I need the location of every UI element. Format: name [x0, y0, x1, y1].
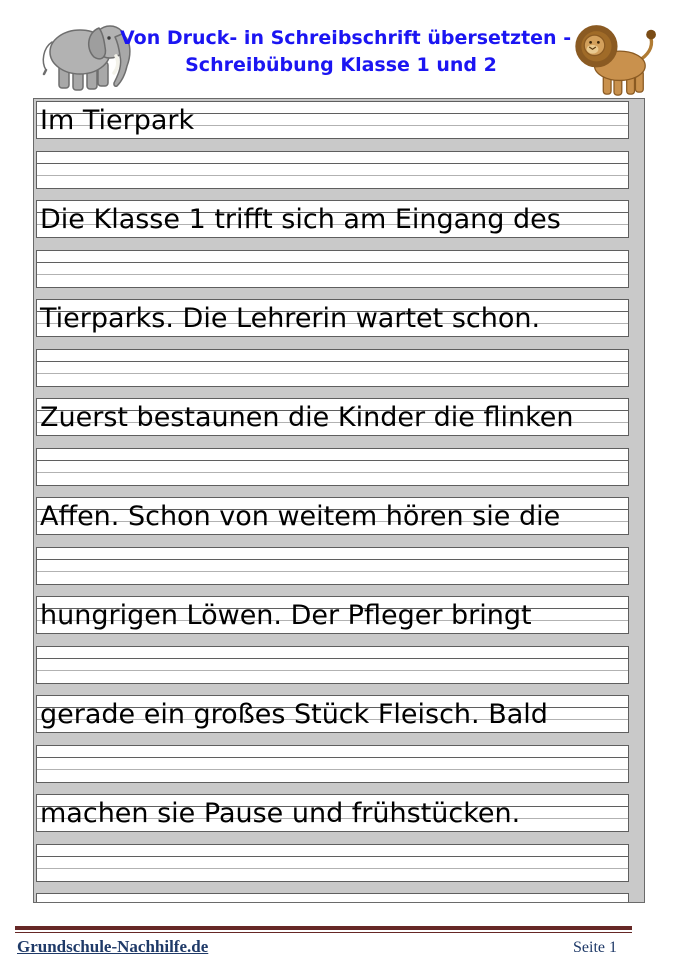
- writing-band-empty: [36, 646, 629, 684]
- ruled-line: [37, 658, 628, 659]
- ruled-line: [37, 373, 628, 374]
- page-number: Seite 1: [573, 939, 617, 956]
- writing-band-text: [36, 497, 629, 535]
- writing-band-text: [36, 794, 629, 832]
- band-text: Zuerst bestaunen die Kinder die flinken: [40, 402, 574, 433]
- writing-band-empty: [36, 844, 629, 882]
- band-text: machen sie Pause und frühstücken.: [40, 798, 521, 829]
- ruled-line: [37, 460, 628, 461]
- writing-band-empty: [36, 893, 629, 903]
- band-text: Affen. Schon von weitem hören sie die: [40, 501, 561, 532]
- ruled-line: [37, 163, 628, 164]
- writing-bands: [36, 101, 644, 903]
- ruled-line: [37, 670, 628, 671]
- ruled-line: [37, 472, 628, 473]
- band-text: gerade ein großes Stück Fleisch. Bald: [40, 699, 548, 730]
- writing-band-empty: [36, 349, 629, 387]
- ruled-line: [37, 361, 628, 362]
- writing-band-empty: [36, 745, 629, 783]
- site-link[interactable]: Grundschule-Nachhilfe.de: [17, 937, 209, 956]
- writing-band-empty: [36, 448, 629, 486]
- ruled-line: [37, 559, 628, 560]
- band-text: hungrigen Löwen. Der Pfleger bringt: [40, 600, 532, 631]
- writing-band-empty: [36, 547, 629, 585]
- writing-area-frame: [33, 98, 645, 903]
- ruled-line: [37, 175, 628, 176]
- title-line-1: Von Druck- in Schreibschrift übersetzten -: [120, 27, 572, 49]
- writing-band-text: [36, 695, 629, 733]
- ruled-line: [37, 856, 628, 857]
- writing-band-text: [36, 596, 629, 634]
- ruled-line: [37, 571, 628, 572]
- ruled-line: [37, 757, 628, 758]
- band-text: Die Klasse 1 trifft sich am Eingang des: [40, 204, 561, 235]
- writing-band-text: [36, 101, 629, 139]
- band-text: Im Tierpark: [40, 105, 195, 136]
- writing-band-text: [36, 299, 629, 337]
- lion-icon: [570, 18, 658, 98]
- ruled-line: [37, 262, 628, 263]
- page-title: [120, 25, 572, 79]
- ruled-line: [37, 868, 628, 869]
- ruled-line: [37, 274, 628, 275]
- writing-band-empty: [36, 250, 629, 288]
- writing-band-text: [36, 398, 629, 436]
- footer-divider: [15, 926, 632, 933]
- writing-band-empty: [36, 151, 629, 189]
- band-text: Tierparks. Die Lehrerin wartet schon.: [40, 303, 541, 334]
- writing-band-text: [36, 200, 629, 238]
- title-line-2: Schreibübung Klasse 1 und 2: [185, 54, 497, 76]
- ruled-line: [37, 769, 628, 770]
